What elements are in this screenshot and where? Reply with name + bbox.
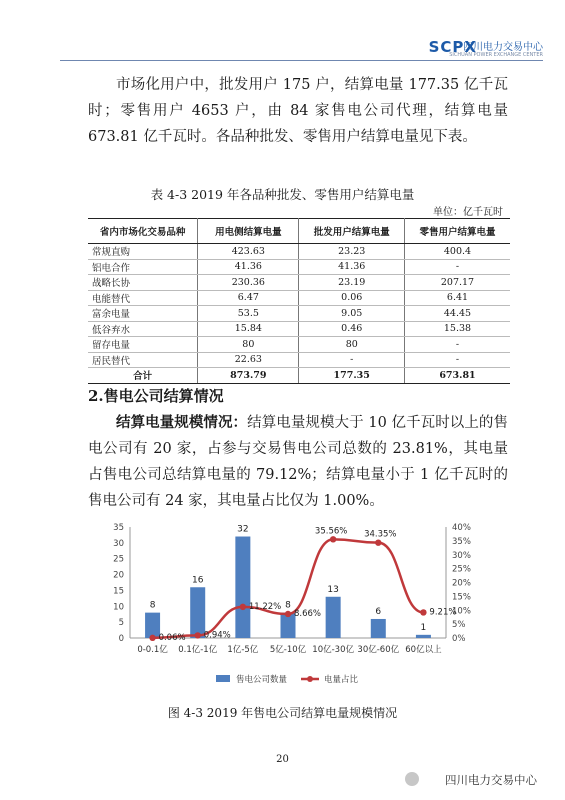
row-label-cell: 留存电量 [88, 337, 198, 353]
page-header [0, 0, 565, 56]
x-tick-label: 5亿-10亿 [269, 645, 307, 655]
retailer-scale-chart [96, 517, 486, 697]
y-tick-label-right: 25% [452, 564, 471, 575]
logo-english-name: SICHUAN POWER EXCHANGE CENTER [449, 52, 543, 58]
legend-label-line: 电量占比 [324, 675, 359, 685]
value-cell: 0.06 [299, 290, 405, 306]
x-tick-label: 30亿-60亿 [357, 645, 400, 655]
table-header-row [88, 219, 510, 244]
value-cell: 15.38 [404, 321, 510, 337]
table-row [88, 306, 510, 322]
scpx-logo: SCPX [428, 38, 477, 56]
line-value-label: 35.56% [314, 526, 348, 537]
line-point [149, 635, 155, 641]
bar [416, 635, 431, 638]
header-cell: 省内市场化交易品种 [88, 219, 198, 244]
paragraph-retailer-scale [88, 410, 508, 514]
value-cell: 230.36 [198, 275, 299, 291]
settlement-table [88, 218, 510, 384]
value-cell: 23.23 [299, 244, 405, 260]
value-cell: 207.17 [404, 275, 510, 291]
logo-chinese-name: 四川电力交易中心 [463, 42, 543, 53]
paragraph-market-users: 市场化用户中，批发用户 175 户，结算电量 177.35 亿千瓦时；零售用户 4653 户，由 84 家售电公司代理，结算电量 673.81 亿千瓦时。各品种批发、零售用户结算电量见下表。 [88, 77, 508, 145]
bar [371, 619, 386, 638]
table-unit: 单位：亿千瓦时 [433, 207, 503, 218]
value-cell: 673.81 [404, 368, 510, 384]
value-cell: 0.46 [299, 321, 405, 337]
row-label-cell: 常规直购 [88, 244, 198, 260]
line-point [240, 604, 246, 610]
y-tick-label-left: 15 [113, 586, 124, 597]
line-point [195, 632, 201, 638]
wechat-icon [405, 772, 419, 786]
line-value-label: 0.94% [203, 630, 231, 641]
row-label-cell: 战略长协 [88, 275, 198, 291]
table-row [88, 352, 510, 368]
x-tick-label: 60亿以上 [405, 645, 442, 655]
y-tick-label-left: 35 [113, 523, 124, 533]
table-row [88, 244, 510, 260]
legend-swatch-bar [216, 675, 230, 682]
footer-brand: 四川电力交易中心 [445, 773, 537, 787]
y-tick-label-left: 20 [113, 570, 124, 581]
table-title: 表 4-3 2019 年各品种批发、零售用户结算电量 [150, 187, 415, 202]
line-point [420, 609, 426, 615]
bar-value-label: 13 [327, 584, 339, 595]
line-value-label: 34.35% [364, 529, 397, 540]
row-label-cell: 铝电合作 [88, 259, 198, 275]
line-point [330, 536, 336, 542]
y-tick-label-right: 35% [452, 536, 471, 547]
line-value-label: 0.06% [158, 632, 186, 643]
header-divider [60, 60, 543, 61]
row-label-cell: 低谷弃水 [88, 321, 198, 337]
value-cell: 80 [299, 337, 405, 353]
y-tick-label-left: 10 [113, 602, 124, 613]
line-value-label: 8.66% [294, 608, 322, 619]
bar-value-label: 32 [237, 524, 249, 535]
value-cell: 423.63 [198, 244, 299, 260]
y-tick-label-right: 15% [452, 592, 471, 603]
y-tick-label-right: 20% [452, 578, 471, 589]
value-cell: 873.79 [198, 368, 299, 384]
y-tick-label-right: 0% [452, 634, 466, 644]
value-cell: 53.5 [198, 306, 299, 322]
table-row [88, 290, 510, 306]
header-cell: 批发用户结算电量 [299, 219, 405, 244]
line-value-label: 11.22% [248, 601, 282, 612]
bar-value-label: 1 [420, 622, 427, 633]
row-label-cell: 富余电量 [88, 306, 198, 322]
value-cell: 15.84 [198, 321, 299, 337]
bar-value-label: 6 [375, 606, 382, 617]
value-cell: 80 [198, 337, 299, 353]
header-cell: 零售用户结算电量 [404, 219, 510, 244]
value-cell: 9.05 [299, 306, 405, 322]
value-cell: 400.4 [404, 244, 510, 260]
line-point [285, 611, 291, 617]
value-cell: - [404, 352, 510, 368]
page-number: 20 [276, 754, 289, 765]
row-label-cell: 居民替代 [88, 352, 198, 368]
value-cell: 6.41 [404, 290, 510, 306]
value-cell: 41.36 [299, 259, 405, 275]
table-row [88, 275, 510, 291]
paragraph-body: 结算电量规模大于 10 亿千瓦时以上的售电公司有 20 家，占参与交易售电公司总数的 23.81%，其电量占售电公司总结算电量的 79.12%；结算电量小于 1 亿千瓦时的售电公司有 24 家，其电量占比仅为 1.00%。 [88, 415, 509, 509]
bar-value-label: 16 [191, 575, 204, 586]
value-cell: - [404, 259, 510, 275]
legend-marker-line [307, 676, 313, 682]
value-cell: 6.47 [198, 290, 299, 306]
value-cell: 177.35 [299, 368, 405, 384]
paragraph-lead: 结算电量规模情况： [116, 414, 248, 431]
y-tick-label-left: 0 [118, 634, 124, 644]
value-cell: 44.45 [404, 306, 510, 322]
value-cell: 23.19 [299, 275, 405, 291]
x-tick-label: 0-0.1亿 [137, 645, 168, 655]
bar [235, 537, 250, 638]
table-row [88, 337, 510, 353]
y-tick-label-left: 30 [113, 538, 124, 549]
figure-title: 图 4-3 2019 年售电公司结算电量规模情况 [167, 706, 398, 720]
y-tick-label-right: 10% [452, 606, 471, 617]
table-total-row [88, 368, 510, 384]
bar-value-label: 8 [149, 600, 156, 611]
row-label-cell: 电能替代 [88, 290, 198, 306]
table-row [88, 321, 510, 337]
y-tick-label-right: 40% [452, 523, 471, 533]
y-tick-label-right: 5% [452, 620, 466, 631]
x-tick-label: 1亿-5亿 [227, 645, 259, 655]
value-cell: - [404, 337, 510, 353]
header-cell: 用电侧结算电量 [198, 219, 299, 244]
section-title: 2.售电公司结算情况 [88, 387, 224, 405]
line-value-label: 9.21% [429, 607, 457, 618]
y-tick-label-left: 25 [113, 554, 124, 565]
y-tick-label-right: 30% [452, 550, 471, 561]
x-tick-label: 10亿-30亿 [312, 645, 354, 655]
y-tick-label-left: 5 [118, 618, 124, 629]
legend-label-bar: 售电公司数量 [236, 675, 288, 685]
x-tick-label: 0.1亿-1亿 [178, 645, 218, 655]
row-label-cell: 合计 [88, 368, 198, 384]
value-cell: - [299, 352, 405, 368]
bar [326, 597, 341, 638]
line-point [375, 539, 381, 545]
bar-value-label: 8 [285, 600, 291, 611]
table-row [88, 259, 510, 275]
value-cell: 22.63 [198, 352, 299, 368]
value-cell: 41.36 [198, 259, 299, 275]
